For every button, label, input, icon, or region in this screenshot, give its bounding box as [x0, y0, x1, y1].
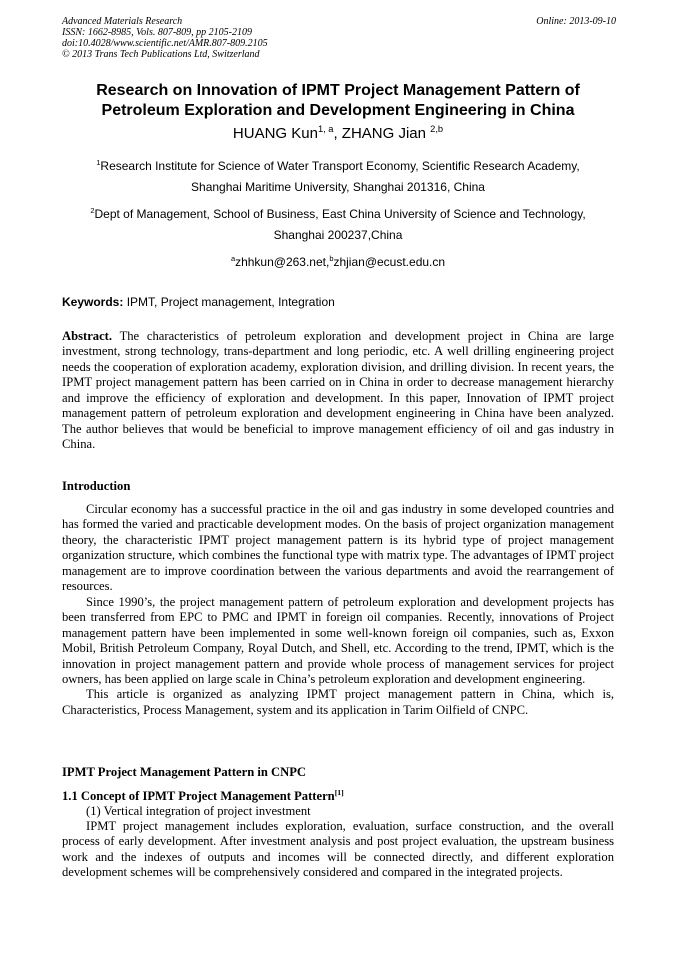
section-heading-introduction: Introduction	[62, 479, 131, 493]
abstract-text: The characteristics of petroleum exploration and development project in China are large investment, strong technology, trans-department and long periodic, etc. A well drilling engineering project needs the cooperation of exploration academy, exploration division, and drilling division. In recent years, the IPMT project management pattern has been carried on in China in order to decrease management hierarchy and improve the efficiency of exploration and development. In this paper, Innovation of IPMT project management pattern of petroleum exploration and development engineering in China have been analyzed. The author believes that would be beneficial to improve management efficiency of oil and gas industry in China.	[62, 329, 614, 452]
subsection-1-1-paragraph-1: IPMT project management includes exploration, evaluation, surface construction, and the overall process of early development. After investment analysis and post project evaluation, the upstream business work and the indexes of outputs and incomes will be connected directly, and different exploration development schemes will be comprehensively considered and compared in the integrated projects.	[62, 819, 614, 880]
affiliation-2	[62, 204, 614, 246]
affiliation-2-line-1: Dept of Management, School of Business, East China University of Science and Technology,	[94, 207, 586, 221]
intro-paragraph-2: Since 1990’s, the project management pattern of petroleum exploration and development projects has been transferred from EPC to PMC and IPMT in foreign oil companies. Recently, innovations of Project management pattern have been implemented in some well-known foreign oil companies, such as, Exxon Mobil, British Petroleum Company, Royal Dutch, and Shell, etc. According to the trend, IPMT, which is the innovation in project management pattern and provide whole process of management services for project owners, has been applied on large scale in China’s petroleum exploration and development engineering.	[62, 594, 614, 686]
section-heading-ipmt-cnpc: IPMT Project Management Pattern in CNPC	[62, 765, 307, 779]
subsection-1-1-body	[62, 819, 614, 881]
author-emails	[62, 252, 614, 273]
affiliation-1-line-1: Research Institute for Science of Water Transport Economy, Scientific Research Academy,	[100, 159, 580, 173]
keywords-label: Keywords:	[62, 295, 124, 309]
author-1-affiliation-mark: 1, a	[317, 124, 334, 134]
doi-line: doi:10.4028/www.scientific.net/AMR.807-809.2105	[62, 38, 268, 49]
journal-header	[62, 16, 268, 60]
affiliation-1-mark: 1	[96, 158, 101, 167]
citation-1: [1]	[334, 787, 344, 797]
affiliation-2-mark: 2	[90, 206, 95, 215]
authors	[62, 124, 614, 144]
email-b: zhjian@ecust.edu.cn	[333, 255, 446, 269]
keywords-text: IPMT, Project management, Integration	[123, 295, 335, 309]
abstract	[62, 329, 614, 453]
affiliation-2-line-2: Shanghai 200237,China	[273, 228, 403, 242]
list-item-vertical-integration: (1) Vertical integration of project investment	[86, 804, 311, 818]
journal-name: Advanced Materials Research	[62, 16, 183, 27]
email-a-mark: a	[230, 254, 236, 263]
intro-paragraph-3: This article is organized as analyzing IPMT project management pattern in China, which is, Characteristics, Process Management, system and its application in Tarim Oilfield of CNPC.	[62, 687, 614, 717]
keywords	[62, 294, 614, 310]
author-separator: ,	[333, 125, 342, 142]
subsection-heading-1-1	[62, 788, 344, 804]
copyright-line: © 2013 Trans Tech Publications Ltd, Switzerland	[62, 49, 260, 60]
intro-paragraph-1: Circular economy has a successful practice in the oil and gas industry in some developed countries and has formed the varied and practicable development modes. On the basis of project organization management theory, the characteristic IPMT project management pattern is its hybrid type of project management organization structure, which combines the functional type with matrix type. The advantages of IPMT project management are to improve coordination between the various departments and avoid the rearrangement of resources.	[62, 502, 614, 594]
abstract-label: Abstract.	[62, 329, 113, 343]
affiliation-1	[62, 156, 614, 198]
issn-line: ISSN: 1662-8985, Vols. 807-809, pp 2105-2109	[62, 27, 252, 38]
email-a: zhhkun@263.net,	[235, 255, 330, 269]
author-2: ZHANG Jian	[341, 125, 431, 142]
title-line-1: Research on Innovation of IPMT Project Management Pattern of	[96, 82, 580, 99]
paper-title	[62, 81, 614, 121]
online-date: Online: 2013-09-10	[536, 16, 616, 27]
subsection-1-1-title: 1.1 Concept of IPMT Project Management Pattern	[62, 789, 335, 803]
affiliation-1-line-2: Shanghai Maritime University, Shanghai 201316, China	[191, 180, 485, 194]
introduction-body	[62, 502, 614, 718]
author-2-affiliation-mark: 2,b	[430, 124, 444, 134]
author-1: HUANG Kun	[232, 125, 318, 142]
title-line-2: Petroleum Exploration and Development Engineering in China	[101, 102, 575, 119]
email-b-mark: b	[329, 254, 334, 263]
